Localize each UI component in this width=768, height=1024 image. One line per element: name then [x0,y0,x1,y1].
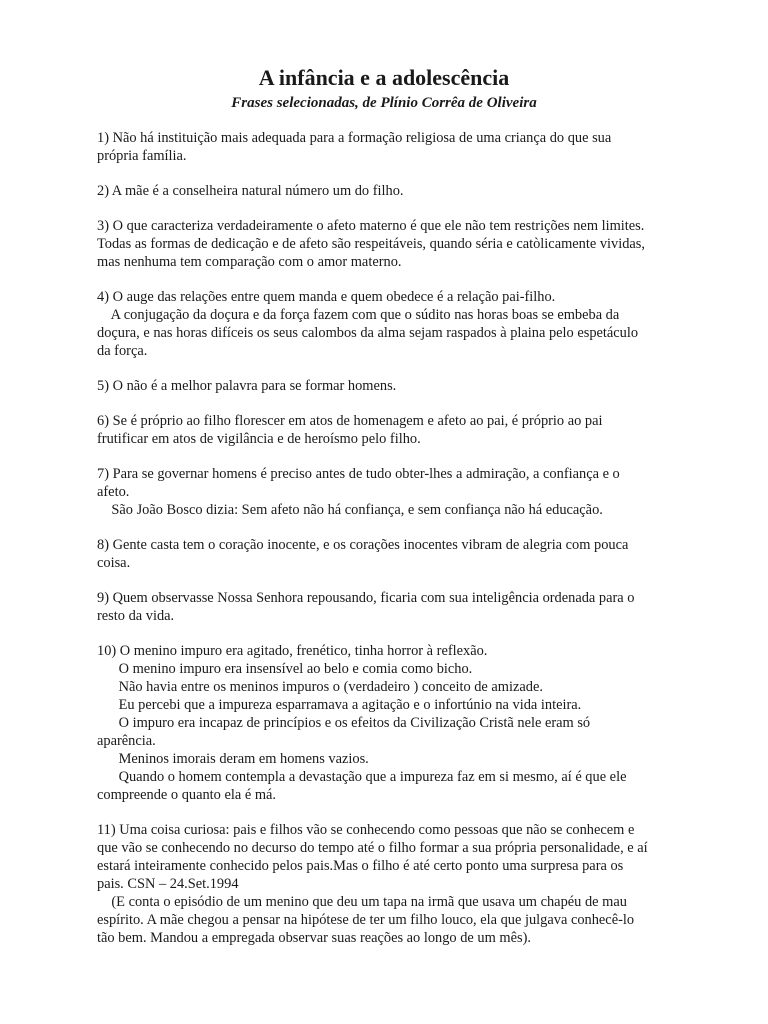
quote-line: resto da vida. [97,608,175,624]
quote-line: mas nenhuma tem comparação com o amor materno. [97,254,402,270]
quote-line: frutificar em atos de vigilância e de heroísmo pelo filho. [97,431,421,447]
document-title: A infância e a adolescência [258,65,510,90]
quote-line: doçura, e nas horas difíceis os seus calombos da alma sejam raspados à plaina pelo espetáculo [97,325,639,341]
quote-line: São João Bosco dizia: Sem afeto não há confiança, e sem confiança não há educação. [97,502,603,518]
quote-line: A conjugação da doçura e da força fazem com que o súdito nas horas boas se embeba da [97,307,620,323]
quote-line: aparência. [97,733,156,749]
quote-line: 9) Quem observasse Nossa Senhora repousando, ficaria com sua inteligência ordenada para o [97,590,635,606]
quote-line: tão bem. Mandou a empregada observar suas reações ao longo de um mês). [97,930,531,946]
quote-line: Todas as formas de dedicação e de afeto são respeitáveis, quando séria e catòlicamente vividas, [97,236,646,252]
quote-line: O impuro era incapaz de princípios e os efeitos da Civilização Cristã nele eram só [97,715,591,731]
quote-line: estará inteiramente conhecido pelos pais.Mas o filho é até certo ponto uma surpresa para os [97,858,624,874]
quote-line: 5) O não é a melhor palavra para se formar homens. [97,378,397,394]
quote-line: compreende o quanto ela é má. [97,787,277,803]
quote-line: própria família. [97,148,187,164]
quote-line: 6) Se é próprio ao filho florescer em atos de homenagem e afeto ao pai, é próprio ao pai [97,413,603,429]
quote-line: 3) O que caracteriza verdadeiramente o afeto materno é que ele não tem restrições nem limites. [97,218,645,234]
quote-item [97,465,677,519]
quote-line: pais. CSN – 24.Set.1994 [97,876,239,892]
quote-line: Eu percebi que a impureza esparramava a agitação e o infortúnio na vida inteira. [97,697,582,713]
quote-item [97,182,677,200]
quote-line: 11) Uma coisa curiosa: pais e filhos vão se conhecendo como pessoas que não se conhecem e [97,822,635,838]
quote-item [97,821,677,947]
document-body [97,129,677,964]
quote-line: Não havia entre os meninos impuros o (verdadeiro ) conceito de amizade. [97,679,543,695]
quote-item [97,589,677,625]
quote-line: afeto. [97,484,130,500]
quote-line: O menino impuro era insensível ao belo e comia como bicho. [97,661,473,677]
quote-line: da força. [97,343,148,359]
quote-line: 7) Para se governar homens é preciso antes de tudo obter-lhes a admiração, a confiança e o [97,466,620,482]
quote-line: Meninos imorais deram em homens vazios. [97,751,369,767]
quote-item [97,377,677,395]
quote-line: 8) Gente casta tem o coração inocente, e os corações inocentes vibram de alegria com pouca [97,537,629,553]
quote-line: espírito. A mãe chegou a pensar na hipótese de ter um filho louco, ela que julgava conhecê-lo [97,912,635,928]
quote-item [97,129,677,165]
document-subtitle: Frases selecionadas, de Plínio Corrêa de Oliveira [231,95,537,111]
quote-line: que vão se conhecendo no decurso do tempo até o filho formar a sua própria personalidade, e aí [97,840,648,856]
quote-item [97,536,677,572]
quote-item [97,217,677,271]
quote-line: 10) O menino impuro era agitado, frenético, tinha horror à reflexão. [97,643,488,659]
quote-line: 2) A mãe é a conselheira natural número um do filho. [97,183,404,199]
quote-line: (E conta o episódio de um menino que deu um tapa na irmã que usava um chapéu de mau [97,894,627,910]
quote-line: Quando o homem contempla a devastação que a impureza faz em si mesmo, aí é que ele [97,769,627,785]
quote-item [97,412,677,448]
quote-line: 4) O auge das relações entre quem manda e quem obedece é a relação pai-filho. [97,289,556,305]
quote-line: coisa. [97,555,131,571]
quote-line: 1) Não há instituição mais adequada para a formação religiosa de uma criança do que sua [97,130,612,146]
quote-item [97,642,677,804]
quote-item [97,288,677,360]
